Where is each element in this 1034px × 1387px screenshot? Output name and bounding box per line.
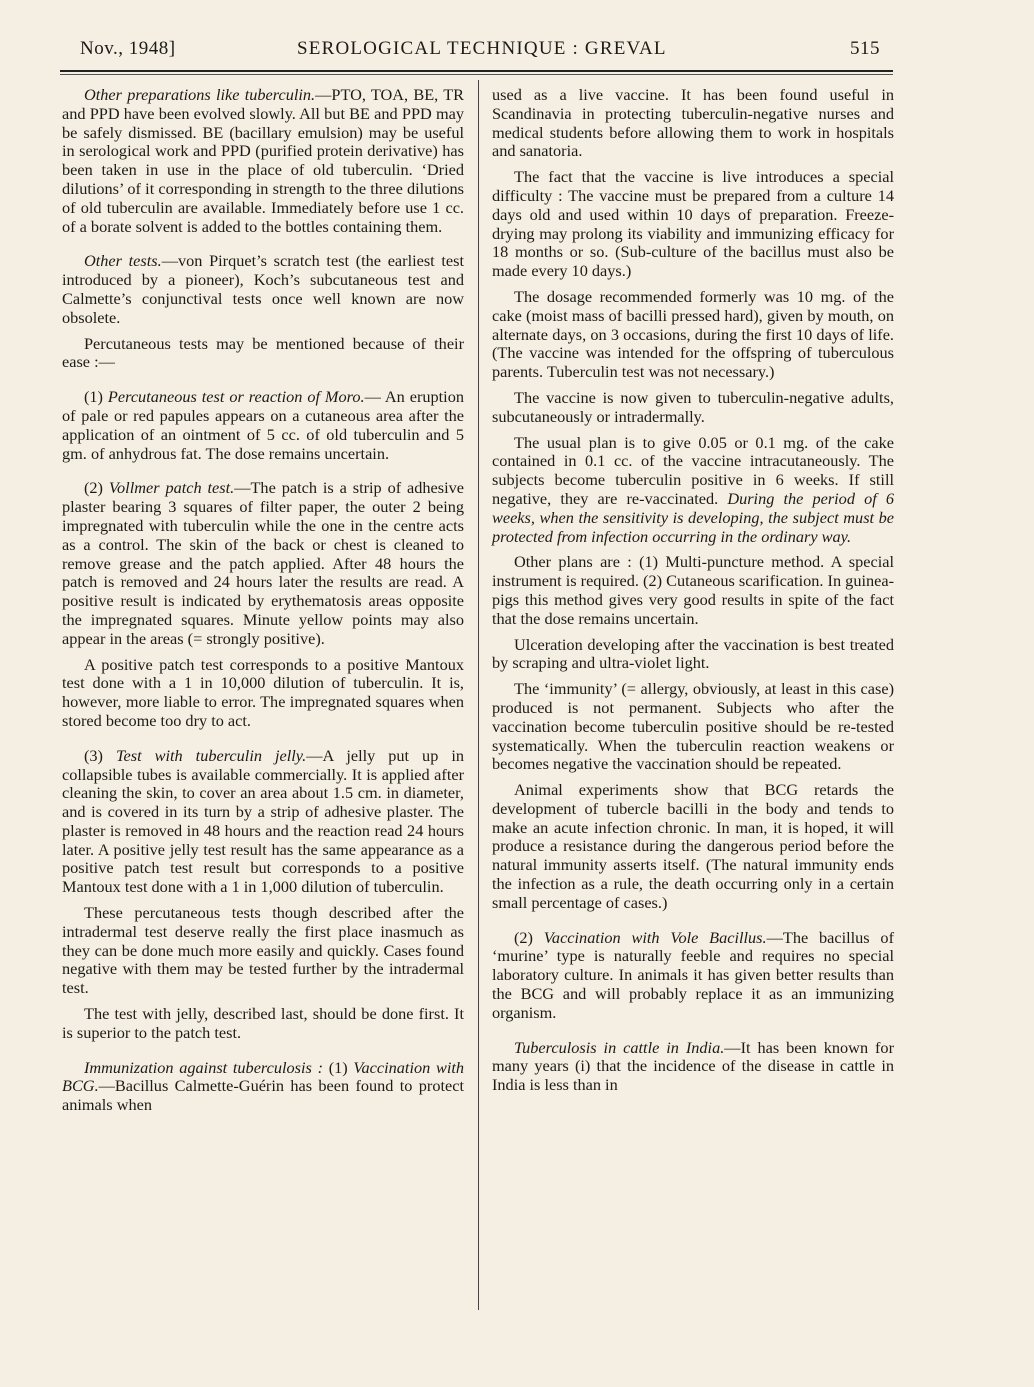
paragraph: Animal experiments show that BCG retards the development of tubercle bacilli in the body and tends to make an acute infection chronic. In man, it is hoped, it will produce a resistance during the dangerous period before the natural immunity asserts itself. (The natural immunity ends the infection as a rule, the death occurring only in a certain small percentage of cases.)	[492, 780, 894, 912]
paragraph: Immunization against tuberculosis : (1) Vaccination with BCG.—Bacillus Calmette-Guérin has been found to protect animals when	[62, 1057, 465, 1115]
header-rule-thin	[60, 74, 893, 75]
paragraph: The test with jelly, described last, should be done first. It is superior to the patch test.	[62, 1004, 464, 1042]
running-header	[80, 38, 880, 68]
header-date: Nov., 1948]	[80, 38, 176, 59]
paragraph: Percutaneous tests may be mentioned because of their ease :—	[62, 333, 464, 372]
paragraph: Other tests.—von Pirquet’s scratch test (the earliest test introduced by a pioneer), Koch’s subcutaneous test and Calmette’s conjunctival tests once well known are now obsolete.	[62, 251, 464, 327]
paragraph: The usual plan is to give 0.05 or 0.1 mg. of the cake contained in 0.1 cc. of the vaccine intracutaneously. The subjects become tuberculin positive in 6 weeks. If still negative, they are re-vaccinated. During the period of 6 weeks, when the sensitivity is developing, the subject must be protected from infection occurring in the ordinary way.	[492, 432, 894, 546]
paragraph: The fact that the vaccine is live introduces a special difficulty : The vaccine must be prepared from a culture 14 days old and used within 10 days of preparation. Freeze-drying may prolong its viability and immunizing efficacy for 18 months or so. (Sub-culture of the bacillus must also be made every 10 days.)	[492, 167, 894, 281]
paragraph: The ‘immunity’ (= allergy, obviously, at least in this case) produced is not permanent. Subjects who after the vaccination become tuberculin positive should be re-tested systematically. When the tuberculin reaction weakens or becomes negative the vaccination should be repeated.	[492, 679, 894, 774]
paragraph: The dosage recommended formerly was 10 mg. of the cake (moist mass of bacilli pressed hard), given by mouth, on alternate days, on 3 occasions, during the first 10 days of life. (The vaccine was intended for the offspring of tuberculous parents. Tuberculin test was not necessary.)	[492, 286, 894, 382]
left-column	[62, 86, 464, 1122]
paragraph: Other plans are : (1) Multi-puncture method. A special instrument is required. (2) Cutaneous scarification. In guinea-pigs this method gives very good results in spite of the fact that the dose remains uncertain.	[492, 552, 894, 628]
paragraph: These percutaneous tests though described after the intradermal test deserve really the first place inasmuch as they can be done much more easily and quickly. Cases found negative with them may be tested further by the intradermal test.	[62, 903, 464, 998]
page-number: 515	[850, 38, 880, 59]
paragraph: Ulceration developing after the vaccination is best treated by scraping and ultra-violet light.	[492, 634, 894, 673]
paragraph: A positive patch test corresponds to a positive Mantoux test done with a 1 in 10,000 dilution of tuberculin. It is, however, more liable to error. The impregnated squares when stored become too dry to act.	[62, 654, 464, 730]
header-rule	[60, 70, 893, 72]
paragraph: Tuberculosis in cattle in India.—It has been known for many years (i) that the incidence of the disease in cattle in India is less than in	[492, 1037, 894, 1095]
paragraph: Other preparations like tuberculin.—PTO, TOA, BE, TR and PPD have been evolved slowly. All but BE and PPD may be safely dismissed. BE (bacillary emulsion) may be useful in serological work and PPD (purified protein derivative) has been taken in use in the place of old tuberculin. ‘Dried dilutions’ of it corresponding in strength to the three dilutions of old tuberculin are available. Immediately before use 1 cc. of a borate solvent is added to the bottles containing them.	[62, 85, 464, 236]
paragraph: (2) Vaccination with Vole Bacillus.—The bacillus of ‘murine’ type is naturally feeble and requires no special laboratory culture. In animals it has given better results than the BCG and will probably replace it as an immunizing organism.	[492, 927, 894, 1022]
paragraph: (3) Test with tuberculin jelly.—A jelly put up in collapsible tubes is available commercially. It is applied after cleaning the skin, to cover an area about 1.5 cm. in diameter, and is covered in its turn by a strip of adhesive plaster. The plaster is removed in 48 hours and the reaction read 24 hours later. A positive jelly test result has the same appearance as a positive patch test result but corresponds to a positive Mantoux test done with a 1 in 1,000 dilution of tuberculin.	[62, 745, 464, 897]
paragraph: used as a live vaccine. It has been found useful in Scandinavia in protecting tuberculin-negative nurses and medical students before allowing them to work in hospitals and sanatoria.	[492, 85, 894, 161]
right-column	[492, 86, 894, 1102]
column-divider	[478, 80, 479, 1310]
header-title: SEROLOGICAL TECHNIQUE : GREVAL	[297, 38, 667, 59]
paragraph: The vaccine is now given to tuberculin-negative adults, subcutaneously or intradermally.	[492, 387, 894, 426]
paragraph: (2) Vollmer patch test.—The patch is a strip of adhesive plaster bearing 3 squares of filter paper, the outer 2 being impregnated with tuberculin while the one in the centre acts as a control. The skin of the back or chest is cleaned to remove grease and the patch applied. After 48 hours the patch is removed and 24 hours later the results are read. A positive result is indicated by erythematosis areas opposite the impregnated squares. Minute yellow points may also appear in the areas (= strongly positive).	[62, 478, 465, 648]
paragraph: (1) Percutaneous test or reaction of Moro.— An eruption of pale or red papules appears on a cutaneous area after the application of an ointment of 5 cc. of old tuberculin and 5 gm. of anhydrous fat. The dose remains uncertain.	[62, 387, 464, 463]
